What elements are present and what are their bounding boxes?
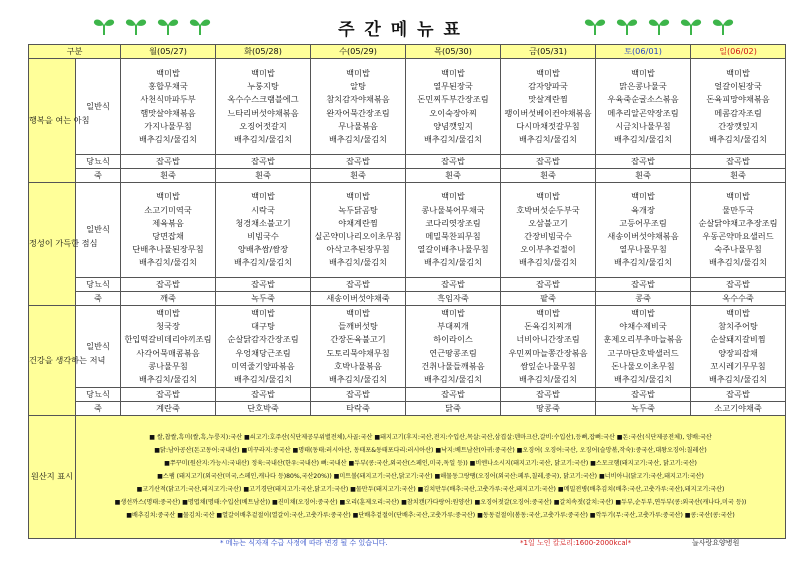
- breakfast-menu-cell-0: [121, 59, 216, 155]
- header-day-5: 토(06/01): [596, 45, 691, 59]
- lunch-menu-cell-6: [691, 183, 786, 278]
- menu-item: 꼬시레기무무침: [710, 360, 766, 371]
- menu-item: 비빔국수: [247, 231, 279, 241]
- menu-item: 사각어묵매콤볶음: [136, 347, 200, 358]
- menu-item: 백미밥: [631, 191, 655, 202]
- menu-item: 우엉채당근조림: [235, 347, 291, 358]
- menu-item: 옥수수스크램블에그: [227, 94, 299, 105]
- header-day-0: 월(05/27): [121, 45, 216, 59]
- menu-item: 미역줄기양파볶음: [231, 360, 295, 371]
- breakfast-group-label: 행복을 여는 아침: [29, 59, 76, 183]
- menu-item: 물만두국: [722, 204, 754, 215]
- origin-line: ■닭:남아공산(돈고동어:국내산) ■미꾸라지:중국산 ■명태(동태:러시아산, 동태포&동태포다리:러시아산) ■낙지:베트남산(아귀:중국산) ■오징어( 오징어:국산, 오징어(슬망볶,작숙):중국산,대왕오징어:칠레산): [154, 446, 707, 454]
- lunch-diabetic-cell-0: 잡곡밥: [121, 278, 216, 292]
- menu-item: 당면잡채: [152, 231, 184, 241]
- menu-item: 배추김치/물김치: [328, 257, 388, 268]
- lunch-group-label: 정성이 가득한 점심: [29, 183, 76, 306]
- breakfast-menu-cell-3: [406, 59, 501, 155]
- lunch-porridge-cell-4: 팥죽: [501, 292, 596, 306]
- menu-item: 백미밥: [346, 191, 370, 202]
- lunch-porridge-label: 죽: [76, 292, 121, 306]
- breakfast-porridge-cell-5: 흰죽: [596, 169, 691, 183]
- menu-item: 육개장: [631, 204, 655, 215]
- breakfast-porridge-cell-6: 흰죽: [691, 169, 786, 183]
- menu-item: 오징어젓갈지: [239, 120, 287, 131]
- dinner-diabetic-row: [29, 388, 786, 402]
- menu-item: 우동곤약마요샐러드: [702, 231, 774, 241]
- menu-item: 알탕: [350, 81, 366, 92]
- menu-item: 우민찌마늘쫑간장볶음: [508, 347, 588, 358]
- menu-item: 참치주어탕: [718, 321, 758, 332]
- origin-line: ■ 쌀,찹쌀,흑미(쌀,흑,누룽지):국산 ■쇠고기:호주산(식단제공부위별전체),사골:국산 ■돼지고기(후지:국산,전지:수입산,목살:국산,삼겹살:덴마크산,갈비:수입산),등뼈,잡뼈:국산 ■돈:국산(식단제공전체), 양배:국산: [149, 433, 712, 441]
- menu-item: 호박나물볶음: [334, 360, 382, 371]
- lunch-menu-cell-5: [596, 183, 691, 278]
- menu-item: 한입떡갈비데리야끼조림: [124, 334, 212, 345]
- lunch-diabetic-label: 당뇨식: [76, 278, 121, 292]
- dinner-porridge-cell-6: 소고기야채죽: [691, 402, 786, 416]
- lunch-normal-row: [29, 183, 786, 278]
- menu-item: 배추김치/물김치: [233, 133, 293, 144]
- menu-item: 완자어묵간장조림: [326, 107, 390, 118]
- menu-item: 호박버섯순두부국: [516, 204, 580, 215]
- menu-item: 배추김치/물김치: [328, 373, 388, 384]
- menu-item: 메콤감자조림: [714, 107, 762, 118]
- menu-item: 양배추쌈/쌈장: [237, 244, 289, 255]
- menu-item: 배추김치/물김치: [613, 133, 673, 144]
- breakfast-diabetic-cell-4: 잡곡밥: [501, 155, 596, 169]
- breakfast-diabetic-cell-2: 잡곡밥: [311, 155, 406, 169]
- dinner-menu-cell-5: [596, 306, 691, 388]
- menu-item: 배추김치/물김치: [708, 257, 768, 268]
- dinner-menu-cell-6: [691, 306, 786, 388]
- dinner-diabetic-cell-2: 잡곡밥: [311, 388, 406, 402]
- menu-item: 돈나물오이초무침: [611, 360, 675, 371]
- breakfast-porridge-cell-0: 흰죽: [121, 169, 216, 183]
- lunch-porridge-cell-3: 흑임자죽: [406, 292, 501, 306]
- menu-item: 도토리묵야채무침: [326, 347, 390, 358]
- breakfast-menu-cell-6: [691, 59, 786, 155]
- menu-item: 배추김치/물김치: [708, 373, 768, 384]
- menu-item: 백미밥: [631, 307, 655, 318]
- menu-item: 백미밥: [251, 67, 275, 78]
- origin-line: ■생선까스(명태:중국산) ■명엽채(명태:수입산(베트남산)) ■진미채(오징어:중국산) ■오리(훈제오리:국산) ■참치캔(가다랑어:원양산) ■오징어젓갈(오징어:중국산) ■갈치속젓(갈치:국산) ■두부,순두부,연두부(콩:외국산(캐나다,미국 등)): [114, 498, 747, 506]
- breakfast-porridge-row: [29, 169, 786, 183]
- menu-item: 간장돈육불고기: [330, 334, 386, 345]
- menu-item: 열무나물무침: [619, 244, 667, 255]
- dinner-porridge-cell-1: 단호박죽: [216, 402, 311, 416]
- lunch-diabetic-cell-5: 잡곡밥: [596, 278, 691, 292]
- footer-note: * 메뉴는 식자재 수급 사정에 따라 변경 될 수 있습니다.: [220, 539, 388, 547]
- breakfast-diabetic-cell-3: 잡곡밥: [406, 155, 501, 169]
- origin-row: [29, 416, 786, 539]
- lunch-diabetic-cell-2: 잡곡밥: [311, 278, 406, 292]
- origin-line: ■배추김치:중국산 ■물김치:국산 ■열갈이배추겉절이(열갈이:국산,고춧가루:중국산) ■단배추겉절이(단배추:국산,고춧가루:중국산) ■동동겉절이(봄동:국산,고춧가루:중국산) ■깍두기(무:국산,고춧가루:중국산) ■콩:국산(콩:국산): [126, 511, 735, 519]
- footer-kcal: *1일 노인 칼로리:1600-2000kcal*: [520, 539, 632, 547]
- dinner-diabetic-cell-0: 잡곡밥: [121, 388, 216, 402]
- menu-item: 대구탕: [251, 321, 275, 332]
- menu-item: 순살닭야채고추장조림: [698, 217, 778, 228]
- breakfast-diabetic-label: 당뇨식: [76, 155, 121, 169]
- menu-item: 시금치나물무침: [615, 120, 671, 131]
- menu-item: 감자양파국: [528, 81, 568, 92]
- menu-item: 부대찌개: [437, 321, 469, 332]
- dinner-porridge-cell-4: 땅콩죽: [501, 402, 596, 416]
- menu-item: 배추김치/물김치: [518, 257, 578, 268]
- breakfast-porridge-cell-4: 흰죽: [501, 169, 596, 183]
- menu-item: 백미밥: [441, 307, 465, 318]
- breakfast-porridge-cell-1: 흰죽: [216, 169, 311, 183]
- dinner-porridge-cell-3: 닭죽: [406, 402, 501, 416]
- menu-item: 새송이버섯야채볶음: [607, 231, 679, 241]
- menu-item: 훈제오리부추마늘볶음: [603, 334, 683, 345]
- lunch-diabetic-row: [29, 278, 786, 292]
- lunch-menu-cell-1: [216, 183, 311, 278]
- header-day-4: 금(05/31): [501, 45, 596, 59]
- lunch-porridge-row: [29, 292, 786, 306]
- breakfast-normal-label: 일반식: [76, 59, 121, 155]
- menu-item: 양장피잡채: [718, 347, 758, 358]
- origin-info: [76, 416, 786, 539]
- menu-item: 백미밥: [346, 67, 370, 78]
- menu-item: 백미밥: [536, 307, 560, 318]
- menu-item: 백미밥: [726, 307, 750, 318]
- origin-line: ■고기산적(닭고기:국산,돼지고기:국산) ■고기경단(돼지고기:국산,닭고기:국산) ■물만두(돼지고기:국산) ■김치만두(배추:국산,고춧가루:국산,돼지고기:국산) ■메밀전병(배추김치(배추:국산,고춧가루:국산),돼지고기:국산): [136, 485, 725, 493]
- sprout-icon: [679, 14, 703, 36]
- dinner-diabetic-cell-4: 잡곡밥: [501, 388, 596, 402]
- menu-item: 콩나물무침: [148, 360, 188, 371]
- menu-item: 코다리엿장조림: [425, 217, 481, 228]
- menu-item: 무나물볶음: [338, 120, 378, 131]
- lunch-diabetic-cell-3: 잡곡밥: [406, 278, 501, 292]
- menu-item: 느타리버섯야채볶음: [227, 107, 299, 118]
- menu-item: 메밀묵찬피무침: [425, 231, 481, 241]
- menu-item: 배추김치/물김치: [613, 257, 673, 268]
- origin-line: ■스팸 (돼지고기(외국산(미국,스페인,캐나다 등)80%,국산20%)) ■미트볼(돼지고기:국산,닭고기:국산) ■해물동그랑땡(오징어(외국산:페루,칠레,중국), 닭고기:국산) ■너비아니(닭고기:국산,돼지고기:국산): [157, 472, 704, 480]
- menu-item: 배추김치/물김치: [138, 373, 198, 384]
- lunch-porridge-cell-5: 콩죽: [596, 292, 691, 306]
- menu-item: 배추김치/물김치: [233, 373, 293, 384]
- page-title: 주 간 메 뉴 표: [338, 20, 462, 40]
- menu-item: 들깨버섯탕: [338, 321, 378, 332]
- menu-item: 쌈잎순나물무침: [520, 360, 576, 371]
- menu-item: 백미밥: [631, 67, 655, 78]
- breakfast-diabetic-cell-0: 잡곡밥: [121, 155, 216, 169]
- dinner-diabetic-cell-5: 잡곡밥: [596, 388, 691, 402]
- breakfast-diabetic-cell-5: 잡곡밥: [596, 155, 691, 169]
- dinner-normal-row: [29, 306, 786, 388]
- dinner-diabetic-cell-3: 잡곡밥: [406, 388, 501, 402]
- menu-item: 백미밥: [251, 191, 275, 202]
- menu-item: 백미밥: [441, 191, 465, 202]
- breakfast-porridge-label: 죽: [76, 169, 121, 183]
- footer: [0, 538, 800, 550]
- menu-item: 백미밥: [251, 307, 275, 318]
- menu-item: 배추김치/물김치: [138, 257, 198, 268]
- menu-item: 햄맛살야채볶음: [140, 107, 196, 118]
- dinner-porridge-row: [29, 402, 786, 416]
- menu-item: 홍합무채국: [148, 81, 188, 92]
- breakfast-menu-cell-5: [596, 59, 691, 155]
- header-day-2: 수(05/29): [311, 45, 406, 59]
- lunch-diabetic-cell-6: 잡곡밥: [691, 278, 786, 292]
- dinner-porridge-cell-0: 계란죽: [121, 402, 216, 416]
- menu-item: 양념깻잎지: [433, 120, 473, 131]
- menu-item: 돈육피망야채볶음: [706, 94, 770, 105]
- dinner-menu-cell-3: [406, 306, 501, 388]
- menu-item: 야채수제비국: [619, 321, 667, 332]
- dinner-diabetic-label: 당뇨식: [76, 388, 121, 402]
- breakfast-diabetic-cell-6: 잡곡밥: [691, 155, 786, 169]
- dinner-menu-cell-0: [121, 306, 216, 388]
- menu-item: 백미밥: [726, 67, 750, 78]
- sprout-icon: [711, 14, 735, 36]
- title-band: [0, 0, 800, 42]
- header-row: [29, 45, 786, 59]
- menu-item: 백미밥: [346, 307, 370, 318]
- menu-item: 배추김치/물김치: [613, 373, 673, 384]
- dinner-group-label: 건강을 생각하는 저녁: [29, 306, 76, 416]
- dinner-diabetic-cell-6: 잡곡밥: [691, 388, 786, 402]
- menu-item: 오이숙장아찌: [429, 107, 477, 118]
- menu-item: 아삭고추된장무침: [326, 244, 390, 255]
- menu-item: 배추김치/물김치: [423, 133, 483, 144]
- menu-item: 사천식마파두부: [140, 94, 196, 105]
- lunch-porridge-cell-0: 깨죽: [121, 292, 216, 306]
- menu-item: 팽이버섯베이컨야채볶음: [504, 107, 592, 118]
- menu-item: 백미밥: [536, 191, 560, 202]
- breakfast-menu-cell-2: [311, 59, 406, 155]
- menu-item: 오삼불고기: [528, 217, 568, 228]
- menu-item: 간장깻잎지: [718, 120, 758, 131]
- menu-item: 배추김치/물김치: [423, 257, 483, 268]
- lunch-porridge-cell-6: 옥수수죽: [691, 292, 786, 306]
- sprout-group-right: [583, 14, 735, 36]
- menu-item: 건취나물들깨볶음: [421, 360, 485, 371]
- header-day-1: 화(05/28): [216, 45, 311, 59]
- lunch-menu-cell-4: [501, 183, 596, 278]
- lunch-diabetic-cell-4: 잡곡밥: [501, 278, 596, 292]
- menu-item: 청국장: [156, 321, 180, 332]
- menu-item: 배추김치/물김치: [233, 257, 293, 268]
- menu-item: 배추김치/물김치: [138, 133, 198, 144]
- breakfast-diabetic-cell-1: 잡곡밥: [216, 155, 311, 169]
- menu-item: 고등어무조림: [619, 217, 667, 228]
- footer-organization: 늘사랑요양병원: [692, 539, 740, 547]
- breakfast-diabetic-row: [29, 155, 786, 169]
- lunch-menu-cell-0: [121, 183, 216, 278]
- lunch-menu-cell-2: [311, 183, 406, 278]
- menu-item: 고구마단호박샐러드: [607, 347, 679, 358]
- dinner-menu-cell-4: [501, 306, 596, 388]
- menu-item: 너비아니간장조림: [516, 334, 580, 345]
- menu-item: 돈육김치찌개: [524, 321, 572, 332]
- menu-item: 배추김치/물김치: [423, 373, 483, 384]
- menu-item: 백미밥: [156, 67, 180, 78]
- lunch-normal-label: 일반식: [76, 183, 121, 278]
- menu-item: 백미밥: [726, 191, 750, 202]
- menu-item: 야채계란찜: [338, 217, 378, 228]
- breakfast-menu-cell-1: [216, 59, 311, 155]
- menu-item: 소고기미역국: [144, 204, 192, 215]
- menu-item: 돈민찌두부간장조림: [417, 94, 489, 105]
- menu-item: 순살닭감자간장조림: [227, 334, 299, 345]
- origin-line: ■쭈꾸미(원산지:가능시:국내산) 정육:국내산(한우:국내산) 뼈:국내산 ■두부(콩:국산,외국산(스페인,미국,독일 등)) ■비엔나소시지(돼지고기:국산, 닭고기:국산) ■스모크햄(돼지고기:국산, 닭고기:국산): [164, 459, 697, 467]
- menu-item: 참치감자야채볶음: [326, 94, 390, 105]
- menu-item: 백미밥: [156, 307, 180, 318]
- lunch-porridge-cell-1: 녹두죽: [216, 292, 311, 306]
- menu-item: 단배추나물된장무침: [132, 244, 204, 255]
- menu-item: 맑은콩나물국: [619, 81, 667, 92]
- menu-item: 배추김치/물김치: [708, 133, 768, 144]
- breakfast-menu-cell-4: [501, 59, 596, 155]
- breakfast-porridge-cell-3: 흰죽: [406, 169, 501, 183]
- menu-item: 녹두닭곰탕: [338, 204, 378, 215]
- header-group-cell: 구분: [29, 45, 121, 59]
- menu-item: 실곤약미나리오이초무침: [314, 231, 402, 241]
- menu-item: 배추김치/물김치: [328, 133, 388, 144]
- menu-item: 백미밥: [156, 191, 180, 202]
- breakfast-normal-row: [29, 59, 786, 155]
- menu-item: 누룽지탕: [247, 81, 279, 92]
- sprout-icon: [615, 14, 639, 36]
- menu-item: 청경채소불고기: [235, 217, 291, 228]
- menu-item: 얼갈이된장국: [714, 81, 762, 92]
- dinner-menu-cell-1: [216, 306, 311, 388]
- breakfast-porridge-cell-2: 흰죽: [311, 169, 406, 183]
- menu-item: 연근땅콩조림: [429, 347, 477, 358]
- header-day-3: 목(05/30): [406, 45, 501, 59]
- menu-item: 맛살계란찜: [528, 94, 568, 105]
- menu-item: 오이부추겉절이: [520, 244, 576, 255]
- sprout-icon: [647, 14, 671, 36]
- menu-item: 하이라이스: [433, 334, 473, 345]
- header-day-6: 일(06/02): [691, 45, 786, 59]
- menu-item: 열갈이배추나물무침: [417, 244, 489, 255]
- menu-item: 숙주나물무침: [714, 244, 762, 255]
- weekly-menu-table: [28, 44, 786, 539]
- dinner-porridge-cell-2: 타락죽: [311, 402, 406, 416]
- dinner-diabetic-cell-1: 잡곡밥: [216, 388, 311, 402]
- menu-item: 메추리알곤약장조림: [607, 107, 679, 118]
- menu-item: 다시마채젓갈무침: [516, 120, 580, 131]
- lunch-menu-cell-3: [406, 183, 501, 278]
- dinner-menu-cell-2: [311, 306, 406, 388]
- menu-item: 백미밥: [441, 67, 465, 78]
- menu-item: 콩나물북어무채국: [421, 204, 485, 215]
- menu-item: 배추김치/물김치: [518, 373, 578, 384]
- lunch-diabetic-cell-1: 잡곡밥: [216, 278, 311, 292]
- sprout-icon: [583, 14, 607, 36]
- menu-item: 시락국: [251, 204, 275, 215]
- menu-item: 간장비빔국수: [524, 231, 572, 241]
- dinner-porridge-cell-5: 녹두죽: [596, 402, 691, 416]
- origin-label: 원산지 표시: [29, 416, 76, 539]
- menu-item: 우육죽순굴소스볶음: [607, 94, 679, 105]
- lunch-porridge-cell-2: 새송이버섯야채죽: [311, 292, 406, 306]
- dinner-normal-label: 일반식: [76, 306, 121, 388]
- menu-item: 열무된장국: [433, 81, 473, 92]
- menu-item: 백미밥: [536, 67, 560, 78]
- menu-item: 순살돼지갈비찜: [710, 334, 766, 345]
- menu-item: 배추김치/물김치: [518, 133, 578, 144]
- menu-item: 제육볶음: [152, 217, 184, 228]
- dinner-porridge-label: 죽: [76, 402, 121, 416]
- menu-item: 가지나물무침: [144, 120, 192, 131]
